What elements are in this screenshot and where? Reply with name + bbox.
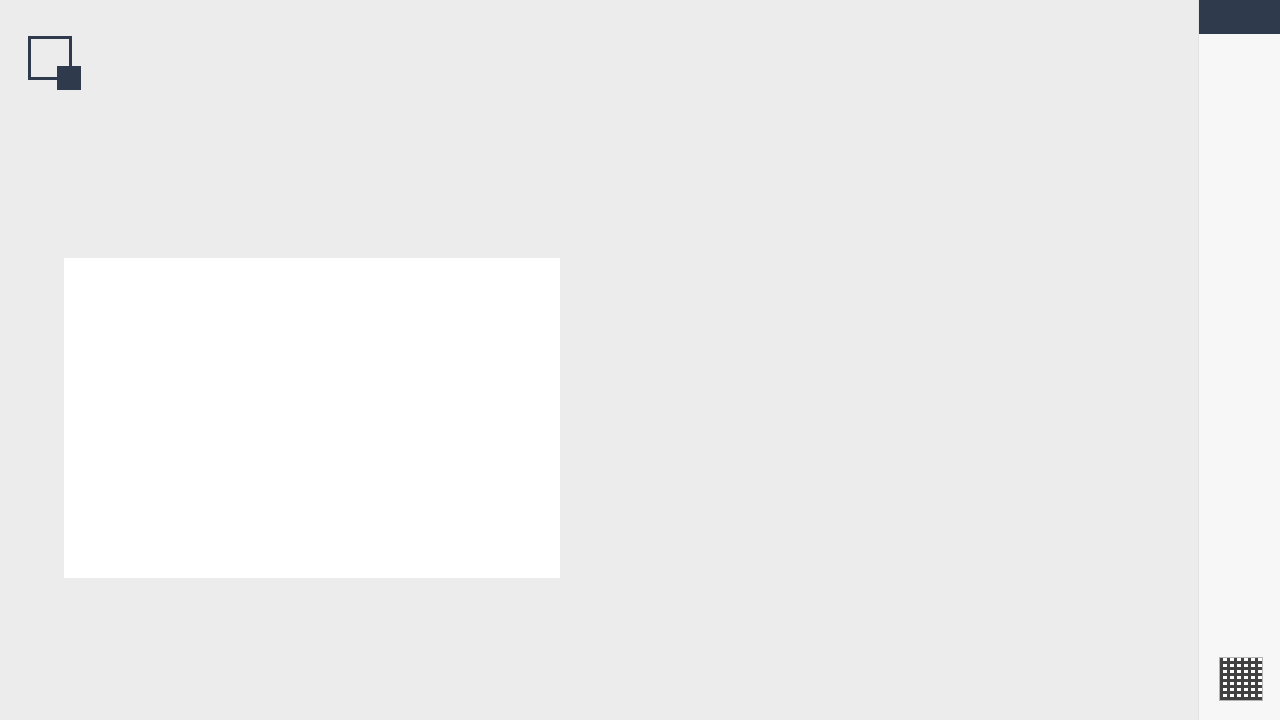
right-sidebar <box>1198 0 1280 720</box>
sidebar-contact <box>1229 420 1243 650</box>
logo-mark <box>57 66 81 90</box>
file-list <box>64 258 560 578</box>
qr-code-icon <box>1219 657 1263 701</box>
brand-badge <box>1199 0 1280 34</box>
schedule-table <box>563 258 1191 580</box>
